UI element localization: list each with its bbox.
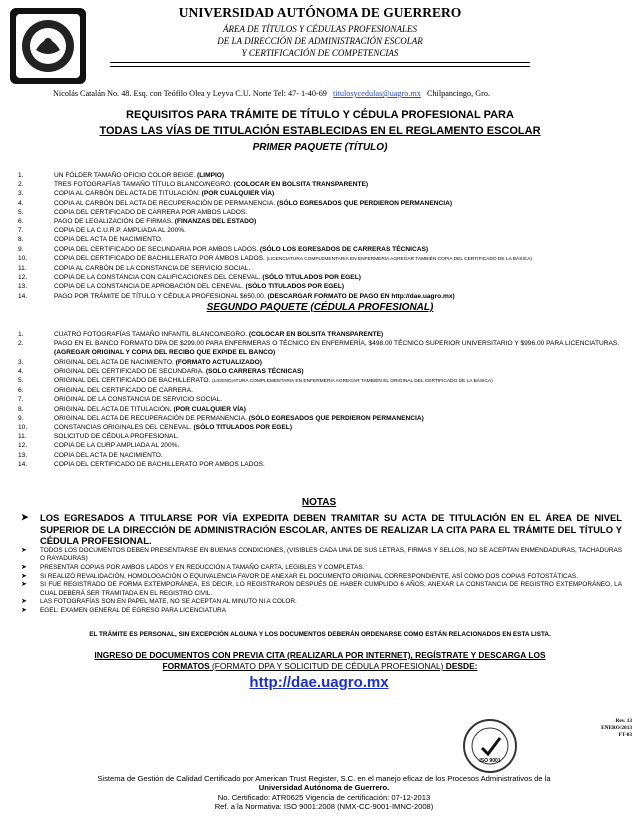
first-package-item bbox=[18, 189, 622, 198]
first-package-item bbox=[18, 199, 622, 208]
item-text: COPIA AL CARBÓN DE LA CONSTANCIA DE SERVICIO SOCIAL. bbox=[54, 265, 251, 273]
revision-date: ENERO/2013 bbox=[601, 725, 632, 731]
item-number: 1. bbox=[18, 331, 24, 338]
second-package-item bbox=[18, 432, 622, 441]
footer-line-4: Ref. a la Normativa: ISO 9001:2008 (NMX-CC-9001-IMNC-2008) bbox=[214, 802, 434, 812]
iso-seal-icon bbox=[462, 718, 518, 774]
second-package-item bbox=[18, 414, 622, 423]
footer-line-1: Sistema de Gestión de Calidad Certificado por American Trust Register, S.C. en el manejo eficaz de los Procesos Administrativos de la bbox=[97, 774, 551, 783]
item-text: COPIA DE LA CURP AMPLIADA AL 200%. bbox=[54, 442, 180, 450]
item-text: PAGO DE LEGALIZACIÓN DE FIRMAS. bbox=[54, 218, 175, 226]
item-number: 8. bbox=[18, 405, 24, 413]
item-bold-note: (DESCARGAR FORMATO DE PAGO EN http://dae.uagro.mx) bbox=[267, 292, 455, 300]
item-text: ORIGINAL DEL ACTA DE NACIMIENTO. bbox=[54, 358, 176, 366]
item-bold-note: (FINANZAS DEL ESTADO) bbox=[174, 218, 257, 226]
item-text: SOLICITUD DE CÉDULA PROFESIONAL. bbox=[54, 433, 179, 441]
item-number: 4. bbox=[18, 367, 24, 375]
seal-text: ISO 9001 bbox=[479, 758, 501, 764]
second-package-item bbox=[18, 451, 622, 460]
item-text: TRES FOTOGRAFÍAS TAMAÑO TÍTULO BLANCO/NEGRO. bbox=[54, 181, 234, 189]
title-line-1: REQUISITOS PARA TRÁMITE DE TÍTULO Y CÉDULA PROFESIONAL PARA bbox=[126, 109, 514, 121]
first-package-item bbox=[18, 264, 622, 273]
item-number: 2. bbox=[18, 340, 24, 348]
item-text: COPIA DEL CERTIFICADO DE BACHILLERATO POR AMBOS LADOS. bbox=[54, 254, 267, 262]
formatos-note: (FORMATO DPA Y SOLICITUD DE CÉDULA PROFESIONAL) bbox=[209, 661, 446, 671]
second-package-list bbox=[18, 330, 622, 469]
revision-block bbox=[560, 718, 632, 739]
direccion-line: DE LA DIRECCIÓN DE ADMINISTRACIÓN ESCOLAR bbox=[217, 36, 423, 46]
item-bold-note: (SÓLO TITULADOS POR EGEL) bbox=[245, 283, 345, 291]
first-package-item bbox=[18, 208, 622, 217]
item-text: COPIA DE LA CONSTANCIA DE APROBACIÓN DEL CENEVAL. bbox=[54, 283, 246, 291]
footer-certification bbox=[64, 774, 584, 812]
item-number: 14. bbox=[18, 292, 28, 300]
item-text: ORIGINAL DEL ACTA DE TITULACIÓN. bbox=[54, 405, 174, 413]
ingreso-line-1: INGRESO DE DOCUMENTOS CON PREVIA CITA (REALIZARLA POR INTERNET), REGÍSTRATE Y DESCARGA LOS bbox=[94, 650, 546, 660]
item-number: 11. bbox=[18, 433, 27, 441]
footer-line-3: No. Certificado: ATR0625 Vigencia de certificación: 07-12-2013 bbox=[217, 792, 431, 802]
ingreso-block bbox=[50, 650, 590, 672]
item-text: ORIGINAL DEL CERTIFICADO DE SECUNDARIA. bbox=[54, 367, 206, 375]
item-bold-note: (POR CUALQUIER VÍA) bbox=[173, 405, 246, 413]
item-text: ORIGINAL DE LA CONSTANCIA DE SERVICIO SOCIAL. bbox=[54, 396, 223, 404]
item-text: COPIA DEL CERTIFICADO DE CARRERA POR AMBOS LADOS. bbox=[54, 208, 248, 216]
note-text: PRESENTAR COPIAS POR AMBOS LADOS Y EN REDUCCIÓN A TAMAÑO CARTA, LEGIBLES Y COMPLETAS. bbox=[40, 563, 365, 571]
item-bold-note: (SÓLO TITULADOS POR EGEL) bbox=[193, 424, 293, 432]
second-package-heading: SEGUNDO PAQUETE (CÉDULA PROFESIONAL) bbox=[206, 302, 434, 313]
arrow-bullet-icon: ➤ bbox=[21, 581, 27, 589]
second-package-item bbox=[18, 441, 622, 450]
university-logo bbox=[8, 6, 88, 86]
note-text: SI REALIZÓ REVALIDACIÓN, HOMOLOGACIÓN O EQUIVALENCIA FAVOR DE ANEXAR EL DOCUMENTO ORIGINAL CORRESPONDIENTE, ASÍ COMO DOS COPIAS FOTOSTÁTICAS. bbox=[40, 572, 578, 580]
first-package-item bbox=[18, 245, 622, 254]
item-number: 5. bbox=[18, 208, 24, 216]
item-number: 9. bbox=[18, 414, 24, 422]
second-package-item bbox=[18, 367, 622, 376]
address-text: Nicolás Catalán No. 48. Esq. con Teófilo Olea y Leyva C.U. Norte Tel: 47- 1-40-69 bbox=[53, 89, 327, 98]
item-text: ORIGINAL DEL CERTIFICADO DE BACHILLERATO. bbox=[54, 377, 213, 385]
item-text: COPIA DE LA CONSTANCIA CON CALIFICACIONES DEL CENEVAL. bbox=[54, 274, 263, 282]
note-item bbox=[18, 573, 622, 582]
item-number: 4. bbox=[18, 199, 24, 207]
second-package-item bbox=[18, 405, 622, 414]
first-package-item bbox=[18, 292, 622, 301]
item-number: 3. bbox=[18, 358, 24, 366]
item-number: 1. bbox=[18, 172, 24, 179]
header-rule-2 bbox=[110, 66, 530, 67]
note-item bbox=[18, 581, 622, 598]
item-number: 11. bbox=[18, 265, 27, 273]
area-line: ÁREA DE TÍTULOS Y CÉDULAS PROFESIONALES bbox=[222, 24, 418, 34]
item-number: 6. bbox=[18, 387, 24, 395]
item-number: 9. bbox=[18, 245, 24, 253]
note-main bbox=[18, 512, 622, 547]
first-package-item bbox=[18, 282, 622, 291]
first-package-heading: PRIMER PAQUETE (TÍTULO) bbox=[252, 142, 388, 153]
item-bold-note: (SÓLO EGRESADOS QUE PERDIERON PERMANENCIA) bbox=[248, 414, 424, 422]
first-package-item bbox=[18, 217, 622, 226]
first-package-list bbox=[18, 171, 622, 301]
note-text: LAS FOTOGRAFÍAS SON EN PAPEL MATE, NO SE ACEPTAN AL MINUTO NI A COLOR. bbox=[40, 598, 297, 606]
address-line bbox=[53, 89, 633, 98]
item-text: COPIA AL CARBÓN DEL ACTA DE RECUPERACIÓN DE PERMANENCIA. bbox=[54, 199, 277, 207]
item-small-note: (LICENCIATURA COMPLEMENTARIA EN ENFERMERÍA AGREGAR TAMBIÉN COPIA DEL CERTIFICADO DE LA BÁSICA) bbox=[266, 256, 533, 262]
second-package-item bbox=[18, 330, 622, 339]
first-package-item bbox=[18, 235, 622, 244]
item-bold-note: (SÓLO TITULADOS POR EGEL) bbox=[262, 274, 361, 282]
second-package-item bbox=[18, 339, 622, 357]
title-line-2: TODAS LAS VÍAS DE TITULACIÓN ESTABLECIDAS EN EL REGLAMENTO ESCOLAR bbox=[99, 125, 541, 137]
item-bold-note: (LIMPIO) bbox=[197, 172, 225, 179]
note-item bbox=[18, 564, 622, 573]
item-text: ORIGINAL DEL ACTA DE RECUPERACIÓN DE PERMANENCIA. bbox=[54, 414, 249, 422]
item-number: 10. bbox=[18, 424, 28, 432]
item-number: 7. bbox=[18, 227, 24, 235]
item-number: 5. bbox=[18, 377, 24, 385]
item-bold-note: (SOLO CARRERAS TÉCNICAS) bbox=[205, 367, 304, 375]
note-text: EGEL: EXAMEN GENERAL DE EGRESO PARA LICENCIATURA bbox=[40, 606, 226, 614]
note-item bbox=[18, 607, 622, 616]
item-number: 2. bbox=[18, 181, 24, 189]
item-text: PAGO EN EL BANCO FORMATO DPA DE $299.00 PARA ENFERMERAS O TÉCNICO EN ENFERMERÍA, $498.00 TÉCNICO SUPERIOR UNIVERSITARIO Y $996.00 PARA LICENCIATURAS. bbox=[54, 340, 620, 348]
first-package-item bbox=[18, 171, 622, 180]
note-item bbox=[18, 598, 622, 607]
first-package-item bbox=[18, 180, 622, 189]
second-package-item bbox=[18, 395, 622, 404]
item-bold-note: (COLOCAR EN BOLSITA TRANSPARENTE) bbox=[233, 181, 369, 189]
second-package-item bbox=[18, 386, 622, 395]
item-bold-note: (SÓLO LOS EGRESADOS DE CARRERAS TÉCNICAS) bbox=[259, 245, 429, 253]
arrow-bullet-icon: ➤ bbox=[21, 606, 27, 614]
item-text: COPIA DEL ACTA DE NACIMIENTO. bbox=[54, 451, 163, 459]
note-text: TODOS LOS DOCUMENTOS DEBEN PRESENTARSE EN BUENAS CONDICIONES, (VISIBLES CADA UNA DE SUS LETRAS, FIRMAS Y SELLOS, NO SE ACEPTAN ENMENDADURAS, TACHADURAS O RAYADURAS) bbox=[40, 546, 622, 563]
item-bold-note: (FORMATO ACTUALIZADO) bbox=[175, 358, 262, 366]
item-text: CUATRO FOTOGRAFÍAS TAMAÑO INFANTIL BLANCO/NEGRO. bbox=[54, 331, 249, 338]
item-bold-note: (POR CUALQUIER VÍA) bbox=[201, 190, 275, 198]
second-package-item bbox=[18, 460, 622, 469]
city-text: Chilpancingo, Gro. bbox=[427, 89, 490, 98]
second-package-item bbox=[18, 423, 622, 432]
notes-list bbox=[18, 512, 622, 616]
final-note: EL TRÁMITE ES PERSONAL, SIN EXCEPCIÓN ALGUNA Y LOS DOCUMENTOS DEBERÁN ORDENARSE COMO ESTÁN RELACIONADOS EN ESTA LISTA. bbox=[89, 631, 551, 638]
note-item bbox=[18, 547, 622, 564]
item-number: 6. bbox=[18, 218, 24, 226]
notes-heading: NOTAS bbox=[301, 497, 337, 508]
dae-url-link[interactable]: http://dae.uagro.mx bbox=[249, 674, 389, 691]
note-text: SI FUE REGISTRADO DE FORMA EXTEMPORÁNEA, ES DECIR, LO REGISTRARON DESPUÉS DE HABER CUMPLIDO 6 AÑOS, ANEXAR LA CONSTANCIA DE REGISTRO EXTEMPORÁNEO, LA CUAL DEBERÁ SER TRAMITADA EN EL REGISTRO CIVIL. bbox=[40, 581, 622, 597]
university-name: UNIVERSIDAD AUTÓNOMA DE GUERRERO bbox=[178, 5, 462, 20]
item-text: PAGO POR TRÁMITE DE TÍTULO Y CÉDULA PROFESIONAL $650.00. bbox=[54, 292, 268, 300]
first-package-item bbox=[18, 254, 622, 264]
item-text: COPIA DE LA C.U.R.P. AMPLIADA AL 200%. bbox=[54, 227, 186, 235]
item-bold-note: (COLOCAR EN BOLSITA TRANSPARENTE) bbox=[248, 331, 384, 338]
item-number: 13. bbox=[18, 451, 28, 459]
item-text: COPIA DEL CERTIFICADO DE SECUNDARIA POR AMBOS LADOS. bbox=[54, 245, 260, 253]
note-main-text: LOS EGRESADOS A TITULARSE POR VÍA EXPEDITA DEBEN TRAMITAR SU ACTA DE TITULACIÓN EN EL ÁREA DE NIVEL SUPERIOR DE LA DIRECCIÓN DE ADMINISTRACIÓN ESCOLAR, ANTES DE REALIZAR LA CITA PARA EL TRÁMITE DEL TÍTULO Y CÉDULA PROFESIONAL. bbox=[40, 512, 622, 547]
item-small-note: (LICENCIATURA COMPLEMENTARIA EN ENFERMERÍA AGREGAR TAMBIÉN EL ORIGINAL DEL CERTIFICADO DE LA BÁSICA) bbox=[212, 379, 493, 385]
arrow-bullet-icon: ➤ bbox=[21, 572, 27, 580]
item-number: 12. bbox=[18, 274, 28, 282]
arrow-bullet-icon: ➤ bbox=[21, 512, 29, 522]
item-number: 10. bbox=[18, 254, 28, 262]
item-text: COPIA DEL ACTA DE NACIMIENTO. bbox=[54, 236, 163, 244]
arrow-bullet-icon: ➤ bbox=[21, 563, 27, 571]
item-text: ORIGINAL DEL CERTIFICADO DE CARRERA. bbox=[54, 387, 193, 395]
certificacion-line: Y CERTIFICACIÓN DE COMPETENCIAS bbox=[241, 48, 399, 58]
second-package-item bbox=[18, 376, 622, 386]
item-number: 7. bbox=[18, 396, 24, 404]
item-number: 13. bbox=[18, 283, 28, 291]
item-number: 8. bbox=[18, 236, 24, 244]
desde-label: DESDE: bbox=[445, 661, 478, 671]
item-number: 12. bbox=[18, 442, 28, 450]
header-rule-1 bbox=[110, 62, 530, 63]
item-text: UN FÓLDER TAMAÑO OFICIO COLOR BEIGE. bbox=[54, 172, 198, 179]
item-text: COPIA AL CARBÓN DEL ACTA DE TITULACIÓN. bbox=[54, 190, 202, 198]
item-number: 3. bbox=[18, 190, 24, 198]
item-text: CONSTANCIAS ORIGINALES DEL CENEVAL. bbox=[54, 424, 194, 432]
item-text: COPIA DEL CERTIFICADO DE BACHILLERATO POR AMBOS LADOS. bbox=[54, 460, 265, 468]
second-package-item bbox=[18, 358, 622, 367]
footer-line-2: Universidad Autónoma de Guerrero. bbox=[258, 783, 390, 793]
revision-code: FT-03 bbox=[618, 732, 632, 738]
first-package-item bbox=[18, 226, 622, 235]
arrow-bullet-icon: ➤ bbox=[21, 598, 27, 606]
revision-number: Rev. 13 bbox=[615, 718, 632, 724]
item-bold-note: (SÓLO EGRESADOS QUE PERDIERON PERMANENCIA) bbox=[276, 199, 453, 207]
first-package-item bbox=[18, 273, 622, 282]
arrow-bullet-icon: ➤ bbox=[21, 546, 27, 554]
item-number: 14. bbox=[18, 460, 28, 468]
item-bold-note: (AGREGAR ORIGINAL Y COPIA DEL RECIBO QUE EXPIDE EL BANCO) bbox=[54, 349, 276, 357]
email-link[interactable]: titulosycedulas@uagro.mx bbox=[333, 89, 421, 98]
formatos-label: FORMATOS bbox=[162, 661, 210, 671]
